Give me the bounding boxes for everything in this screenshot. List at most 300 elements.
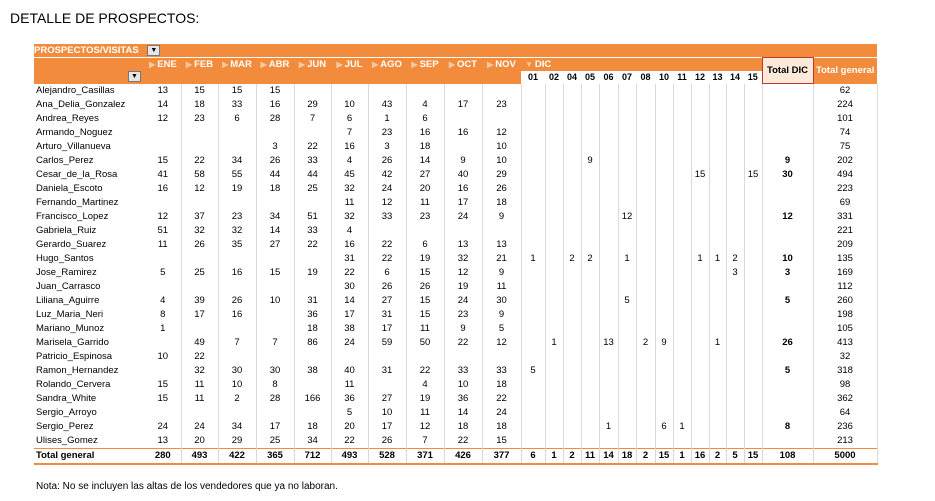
day-value	[744, 294, 762, 308]
day-value	[726, 126, 744, 140]
month-value: 33	[294, 224, 331, 238]
month-value: 12	[482, 336, 521, 350]
day-header-14[interactable]: 14	[726, 71, 744, 84]
day-header-12[interactable]: 12	[691, 71, 709, 84]
month-value	[256, 308, 294, 322]
day-value: 2	[726, 252, 744, 266]
day-value	[709, 126, 726, 140]
day-value	[618, 196, 636, 210]
day-value	[563, 126, 581, 140]
month-header-nov[interactable]	[482, 58, 521, 71]
month-value: 34	[218, 154, 256, 168]
month-value: 22	[181, 154, 218, 168]
day-value	[545, 420, 563, 434]
month-value: 38	[331, 322, 368, 336]
month-value: 22	[181, 350, 218, 364]
month-value: 12	[482, 126, 521, 140]
month-value: 31	[368, 308, 406, 322]
month-value: 30	[218, 364, 256, 378]
month-value	[444, 140, 482, 154]
day-value	[521, 224, 545, 238]
table-row	[34, 322, 877, 336]
day-value	[599, 434, 618, 449]
month-value: 9	[444, 154, 482, 168]
month-value: 7	[331, 126, 368, 140]
day-value	[521, 98, 545, 112]
month-value: 18	[482, 196, 521, 210]
day-header-15[interactable]: 15	[744, 71, 762, 84]
day-value	[709, 98, 726, 112]
month-value: 11	[406, 406, 444, 420]
salesperson-name: Patricio_Espinosa	[36, 351, 113, 362]
month-value	[256, 280, 294, 294]
salesperson-name: Marisela_Garrido	[36, 337, 109, 348]
day-value	[599, 84, 618, 99]
month-value: 59	[368, 336, 406, 350]
total-general-header: Total general	[813, 58, 877, 84]
day-value	[655, 238, 673, 252]
month-value: 11	[331, 378, 368, 392]
month-value: 32	[331, 182, 368, 196]
expand-arrow-icon[interactable]: ▶	[487, 59, 494, 69]
day-value	[599, 196, 618, 210]
day-value	[744, 224, 762, 238]
month-value	[218, 322, 256, 336]
day-value	[655, 126, 673, 140]
month-header-abr[interactable]	[256, 58, 294, 71]
salesperson-name: Daniela_Escoto	[36, 183, 103, 194]
expand-arrow-icon[interactable]: ▶	[222, 59, 229, 69]
day-value	[655, 98, 673, 112]
day-value	[726, 224, 744, 238]
month-value: 33	[368, 210, 406, 224]
day-value	[744, 280, 762, 294]
day-value	[655, 378, 673, 392]
table-row	[34, 224, 877, 238]
day-value	[709, 434, 726, 449]
month-value	[482, 112, 521, 126]
month-value: 16	[406, 126, 444, 140]
month-header-jun[interactable]	[294, 58, 331, 71]
day-value	[599, 252, 618, 266]
day-value	[599, 224, 618, 238]
month-header-sep[interactable]	[406, 58, 444, 71]
day-value: 1	[709, 252, 726, 266]
month-value: 27	[256, 238, 294, 252]
day-value	[709, 210, 726, 224]
day-header-10[interactable]: 10	[655, 71, 673, 84]
total-row	[34, 449, 877, 465]
month-value: 32	[331, 210, 368, 224]
footnote: Nota: No se incluyen las altas de los vendedores que ya no laboran.	[36, 481, 338, 492]
month-value: 4	[406, 98, 444, 112]
day-value	[673, 154, 691, 168]
total-dic-value	[762, 140, 813, 154]
month-header-oct[interactable]	[444, 58, 482, 71]
day-value	[691, 392, 709, 406]
day-value	[709, 280, 726, 294]
expand-arrow-icon[interactable]: ▶	[336, 59, 343, 69]
total-month-value: 422	[218, 449, 256, 465]
pivot-filter-dropdown-icon[interactable]: ▼	[147, 45, 160, 56]
day-value	[545, 322, 563, 336]
day-value	[636, 294, 655, 308]
month-value: 26	[256, 154, 294, 168]
total-month-value: 365	[256, 449, 294, 465]
day-value	[599, 112, 618, 126]
day-value	[655, 252, 673, 266]
month-value	[218, 406, 256, 420]
collapse-arrow-icon[interactable]: ▼	[525, 59, 533, 69]
day-value	[581, 112, 599, 126]
month-value: 27	[406, 168, 444, 182]
day-value	[599, 266, 618, 280]
table-row	[34, 392, 877, 406]
day-value	[521, 294, 545, 308]
total-dic-header: Total DIC	[762, 58, 813, 84]
day-value	[636, 280, 655, 294]
day-value	[726, 336, 744, 350]
row-header-blank	[34, 58, 145, 71]
day-value	[655, 322, 673, 336]
day-value: 1	[618, 252, 636, 266]
month-value	[406, 350, 444, 364]
day-value	[636, 364, 655, 378]
month-value	[181, 406, 218, 420]
day-header-06[interactable]: 06	[599, 71, 618, 84]
day-value	[709, 308, 726, 322]
day-header-11[interactable]: 11	[673, 71, 691, 84]
month-header-mar[interactable]	[218, 58, 256, 71]
day-value	[618, 406, 636, 420]
month-value: 6	[331, 112, 368, 126]
total-dic-value	[762, 238, 813, 252]
day-value	[744, 238, 762, 252]
total-month-value: 712	[294, 449, 331, 465]
day-value	[709, 266, 726, 280]
total-day-value: 18	[618, 449, 636, 465]
total-dic-value: 30	[762, 168, 813, 182]
day-value	[599, 294, 618, 308]
day-value	[655, 308, 673, 322]
month-value: 23	[482, 98, 521, 112]
month-value: 23	[181, 112, 218, 126]
row-label-filter[interactable]	[34, 71, 145, 84]
total-day-value: 15	[655, 449, 673, 465]
day-value	[691, 140, 709, 154]
total-general-value: 224	[813, 98, 877, 112]
month-value: 26	[368, 154, 406, 168]
day-value	[599, 406, 618, 420]
month-value: 7	[406, 434, 444, 449]
day-value	[581, 168, 599, 182]
day-value	[618, 182, 636, 196]
pivot-field-header	[34, 44, 877, 58]
day-value	[563, 140, 581, 154]
salesperson-name: Arturo_Villanueva	[36, 141, 111, 152]
day-header-05[interactable]: 05	[581, 71, 599, 84]
day-value	[691, 364, 709, 378]
table-row	[34, 252, 877, 266]
day-value	[563, 266, 581, 280]
day-value	[726, 364, 744, 378]
day-value	[563, 98, 581, 112]
month-value: 29	[218, 434, 256, 449]
day-value	[521, 378, 545, 392]
row-filter-dropdown-icon[interactable]: ▼	[128, 71, 141, 82]
total-dic-value: 9	[762, 154, 813, 168]
month-value: 33	[482, 364, 521, 378]
month-value	[145, 126, 181, 140]
salesperson-name: Liliana_Aguirre	[36, 295, 100, 306]
day-value	[691, 224, 709, 238]
day-value	[521, 140, 545, 154]
day-value	[563, 350, 581, 364]
day-value	[726, 406, 744, 420]
month-value: 21	[482, 252, 521, 266]
month-header-feb[interactable]	[181, 58, 218, 71]
page-title: DETALLE DE PROSPECTOS:	[10, 10, 200, 26]
day-value	[545, 140, 563, 154]
month-header-jul[interactable]	[331, 58, 368, 71]
day-value	[618, 364, 636, 378]
salesperson-name: Carlos_Perez	[36, 155, 94, 166]
day-value	[709, 322, 726, 336]
month-value	[256, 406, 294, 420]
day-value	[655, 364, 673, 378]
day-value	[691, 406, 709, 420]
total-general-value: 69	[813, 196, 877, 210]
total-day-value: 14	[599, 449, 618, 465]
month-value: 15	[406, 308, 444, 322]
day-value	[673, 224, 691, 238]
month-value: 12	[181, 182, 218, 196]
total-general-value: 32	[813, 350, 877, 364]
expand-arrow-icon[interactable]: ▶	[372, 59, 379, 69]
day-value	[726, 196, 744, 210]
month-value: 24	[331, 336, 368, 350]
day-value	[563, 238, 581, 252]
day-value	[744, 182, 762, 196]
month-value	[331, 350, 368, 364]
month-value: 34	[256, 210, 294, 224]
day-value	[618, 434, 636, 449]
month-value: 17	[444, 196, 482, 210]
day-value: 1	[521, 252, 545, 266]
day-value	[709, 84, 726, 99]
total-general-value: 413	[813, 336, 877, 350]
table-row	[34, 126, 877, 140]
month-value	[368, 224, 406, 238]
month-value: 24	[368, 182, 406, 196]
total-general-value: 112	[813, 280, 877, 294]
month-value: 13	[444, 238, 482, 252]
day-value	[545, 308, 563, 322]
month-value: 6	[406, 238, 444, 252]
day-value	[636, 112, 655, 126]
day-value	[744, 392, 762, 406]
month-value: 13	[482, 238, 521, 252]
month-value: 23	[444, 308, 482, 322]
month-value: 10	[145, 350, 181, 364]
month-subheader-blank	[331, 71, 368, 84]
day-value	[636, 252, 655, 266]
month-header-ago[interactable]	[368, 58, 406, 71]
day-value	[563, 336, 581, 350]
day-value	[691, 210, 709, 224]
total-day-value: 1	[545, 449, 563, 465]
day-value	[581, 364, 599, 378]
day-value: 2	[636, 336, 655, 350]
month-value: 7	[256, 336, 294, 350]
month-value: 20	[331, 420, 368, 434]
month-value: 16	[444, 182, 482, 196]
total-general-value: 209	[813, 238, 877, 252]
total-month-value: 371	[406, 449, 444, 465]
month-value: 40	[331, 364, 368, 378]
table-row	[34, 420, 877, 434]
day-value	[581, 322, 599, 336]
month-value: 15	[482, 434, 521, 449]
day-value	[545, 112, 563, 126]
salesperson-name: Alejandro_Casillas	[36, 84, 115, 96]
day-value	[673, 238, 691, 252]
total-month-value: 493	[181, 449, 218, 465]
month-value: 24	[145, 420, 181, 434]
day-value	[545, 168, 563, 182]
day-value	[636, 238, 655, 252]
month-value: 18	[294, 420, 331, 434]
month-value: 18	[256, 182, 294, 196]
month-value	[145, 280, 181, 294]
month-value: 31	[294, 294, 331, 308]
day-value	[726, 210, 744, 224]
table-row	[34, 280, 877, 294]
month-value	[218, 196, 256, 210]
day-value	[636, 266, 655, 280]
month-value: 2	[218, 392, 256, 406]
day-value	[521, 210, 545, 224]
total-general-value: 198	[813, 308, 877, 322]
month-header-ene[interactable]	[145, 58, 181, 71]
expand-arrow-icon[interactable]: ▶	[411, 59, 418, 69]
month-value	[444, 84, 482, 99]
day-value	[655, 266, 673, 280]
total-dic-value	[762, 322, 813, 336]
day-value	[581, 266, 599, 280]
day-header-02[interactable]: 02	[545, 71, 563, 84]
day-value: 1	[545, 336, 563, 350]
month-header-dic[interactable]	[521, 58, 762, 71]
expand-arrow-icon[interactable]: ▶	[185, 59, 193, 69]
month-value: 12	[145, 112, 181, 126]
day-value	[545, 434, 563, 449]
total-month-value: 377	[482, 449, 521, 465]
day-value	[655, 112, 673, 126]
day-value	[599, 322, 618, 336]
month-value: 34	[294, 434, 331, 449]
month-value: 26	[482, 182, 521, 196]
day-header-08[interactable]: 08	[636, 71, 655, 84]
day-value	[709, 196, 726, 210]
day-value	[709, 350, 726, 364]
day-value	[673, 210, 691, 224]
month-subheader-blank	[368, 71, 406, 84]
month-value: 17	[256, 420, 294, 434]
day-value	[545, 210, 563, 224]
month-value: 17	[368, 322, 406, 336]
expand-arrow-icon[interactable]: ▶	[260, 59, 267, 69]
day-value	[709, 364, 726, 378]
prospects-pivot-table	[34, 44, 878, 465]
day-value	[545, 224, 563, 238]
month-value: 23	[218, 210, 256, 224]
day-value	[563, 434, 581, 449]
day-value	[599, 126, 618, 140]
total-general-value: 101	[813, 112, 877, 126]
month-value: 33	[218, 98, 256, 112]
month-value	[145, 196, 181, 210]
expand-arrow-icon[interactable]: ▶	[448, 59, 456, 69]
month-value: 6	[368, 266, 406, 280]
total-month-value: 280	[145, 449, 181, 465]
day-value	[655, 168, 673, 182]
month-value: 3	[256, 140, 294, 154]
day-header-01[interactable]: 01	[521, 71, 545, 84]
day-value	[655, 224, 673, 238]
total-general-value: 362	[813, 392, 877, 406]
day-value	[673, 182, 691, 196]
month-value: 26	[181, 238, 218, 252]
total-dic-value: 12	[762, 210, 813, 224]
month-value: 28	[256, 392, 294, 406]
day-value	[599, 280, 618, 294]
day-value	[673, 308, 691, 322]
month-subheader-blank	[218, 71, 256, 84]
day-value	[655, 84, 673, 99]
day-value	[673, 406, 691, 420]
day-header-04[interactable]: 04	[563, 71, 581, 84]
day-value	[521, 350, 545, 364]
day-value	[673, 392, 691, 406]
day-header-13[interactable]: 13	[709, 71, 726, 84]
month-value: 17	[444, 98, 482, 112]
grand-total-value: 5000	[813, 449, 877, 465]
day-header-07[interactable]: 07	[618, 71, 636, 84]
day-value	[521, 238, 545, 252]
expand-arrow-icon[interactable]: ▶	[298, 59, 306, 69]
month-value: 15	[145, 378, 181, 392]
total-month-value: 493	[331, 449, 368, 465]
day-value	[709, 238, 726, 252]
day-value	[618, 98, 636, 112]
day-value	[521, 154, 545, 168]
day-value	[726, 182, 744, 196]
month-value: 11	[331, 196, 368, 210]
month-value: 31	[331, 252, 368, 266]
month-value	[444, 112, 482, 126]
total-day-value: 11	[581, 449, 599, 465]
total-general-value: 223	[813, 182, 877, 196]
day-value	[691, 322, 709, 336]
day-value	[691, 350, 709, 364]
total-dic-value: 108	[762, 449, 813, 465]
day-value	[563, 84, 581, 99]
month-value: 6	[406, 112, 444, 126]
month-value: 43	[368, 98, 406, 112]
expand-arrow-icon[interactable]: ▶	[149, 59, 156, 69]
day-value: 1	[599, 420, 618, 434]
